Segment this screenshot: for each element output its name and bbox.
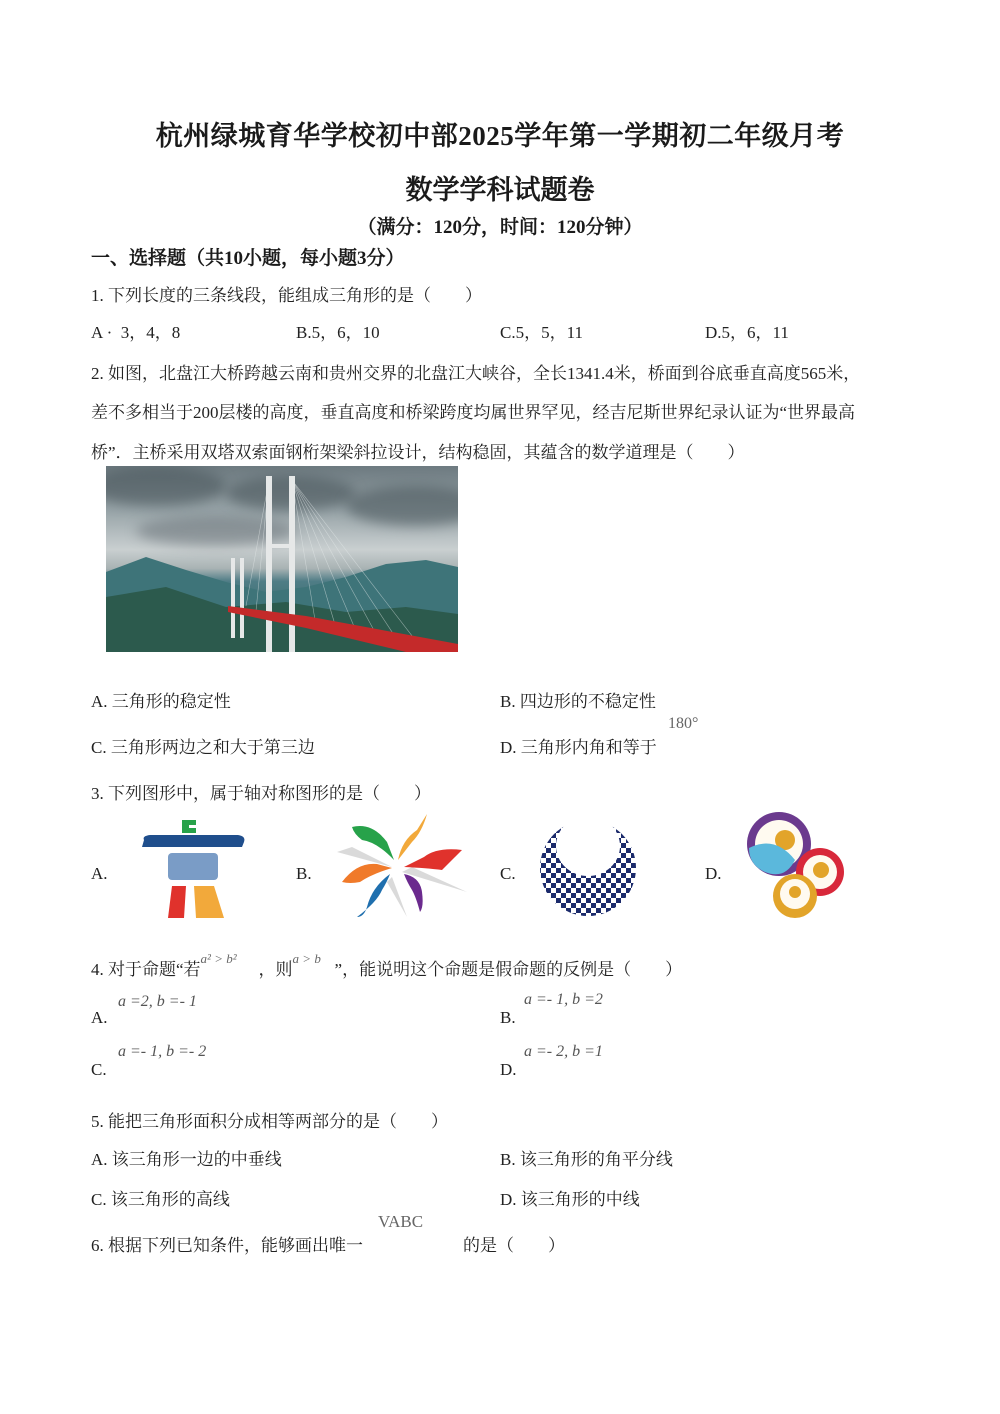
q5-option-d: D. 该三角形的中线 <box>500 1190 640 1209</box>
q2-option-c: C. 三角形两边之和大于第三边 <box>91 738 315 757</box>
q3-option-c-label: C. <box>500 864 516 883</box>
exam-score-time: （满分：120分，时间：120分钟） <box>357 217 643 238</box>
q4-option-c-label: C. <box>91 1060 107 1079</box>
q4-option-a-label: A. <box>91 1008 108 1027</box>
question-number: 1. <box>91 286 104 305</box>
q4-option-a-math: a =2, b =- 1 <box>118 993 197 1010</box>
question-3: 3. 下列图形中，属于轴对称图形的是（ ） <box>91 784 431 803</box>
q4-option-b-label: B. <box>500 1008 516 1027</box>
q5-option-a: A. 该三角形一边的中垂线 <box>91 1150 282 1169</box>
q4-option-c-math: a =- 1, b =- 2 <box>118 1043 207 1060</box>
q2-option-a: A. 三角形的稳定性 <box>91 692 231 711</box>
question-2-line-3: 桥”．主桥采用双塔双索面钢桁架梁斜拉设计，结构稳固，其蕴含的数学道理是（ ） <box>91 443 745 462</box>
q3-option-a-label: A. <box>91 864 108 883</box>
question-5: 5. 能把三角形面积分成相等两部分的是（ ） <box>91 1112 448 1131</box>
q1-option-c: C.5，5，11 <box>500 323 583 342</box>
q1-option-b: B.5，6，10 <box>296 323 380 342</box>
q2-option-d: D. 三角形内角和等于 <box>500 738 657 757</box>
question-stem: 下列长度的三条线段，能组成三角形的是（ ） <box>108 286 482 305</box>
q3-option-d-label: D. <box>705 864 722 883</box>
q5-option-b: B. 该三角形的角平分线 <box>500 1150 673 1169</box>
q4-option-d-label: D. <box>500 1060 517 1079</box>
question-1 <box>91 281 482 306</box>
question-2-line-2: 差不多相当于200层楼的高度，垂直高度和桥梁跨度均属世界罕见，经吉尼斯世界纪录认证为“世界最高 <box>91 403 856 422</box>
exam-subject-title: 数学学科试题卷 <box>405 175 595 205</box>
question-2-line-1: 2. 如图，北盘江大桥跨越云南和贵州交界的北盘江大峡谷，全长1341.4米，桥面到谷底垂直高度565米， <box>91 364 861 383</box>
q5-option-c: C. 该三角形的高线 <box>91 1190 230 1209</box>
q2-option-b: B. 四边形的不稳定性 <box>500 692 656 711</box>
flame-burst-logo <box>332 812 472 922</box>
q3-option-b-label: B. <box>296 864 312 883</box>
sunburst-circles-logo <box>745 810 850 920</box>
bridge-photo <box>106 466 458 652</box>
inukshuk-logo <box>138 818 248 923</box>
q1-option-d: D.5，6，11 <box>705 323 789 342</box>
checkered-wreath-logo <box>536 818 641 918</box>
exam-title: 杭州绿城育华学校初中部2025学年第一学期初二年级月考 <box>155 121 845 151</box>
section-heading: 一、选择题（共10小题，每小题3分） <box>91 248 405 269</box>
triangle-abc-math: VABC <box>378 1212 424 1231</box>
math-a2-gt-b2: a² > b² <box>200 951 237 966</box>
q1-option-a: A · 3，4，8 <box>91 323 181 342</box>
q4-option-d-math: a =- 2, b =1 <box>524 1043 603 1060</box>
degree-180: 180° <box>668 715 699 732</box>
q4-option-b-math: a =- 1, b =2 <box>524 991 603 1008</box>
question-4: 4. 对于命题“若a² > b²，则a > b”，能说明这个命题是假命题的反例是（ ） <box>91 951 683 979</box>
question-6: 6. 根据下列已知条件，能够画出唯一 的是（ ） <box>91 1236 565 1255</box>
math-a-gt-b: a > b <box>292 951 321 966</box>
